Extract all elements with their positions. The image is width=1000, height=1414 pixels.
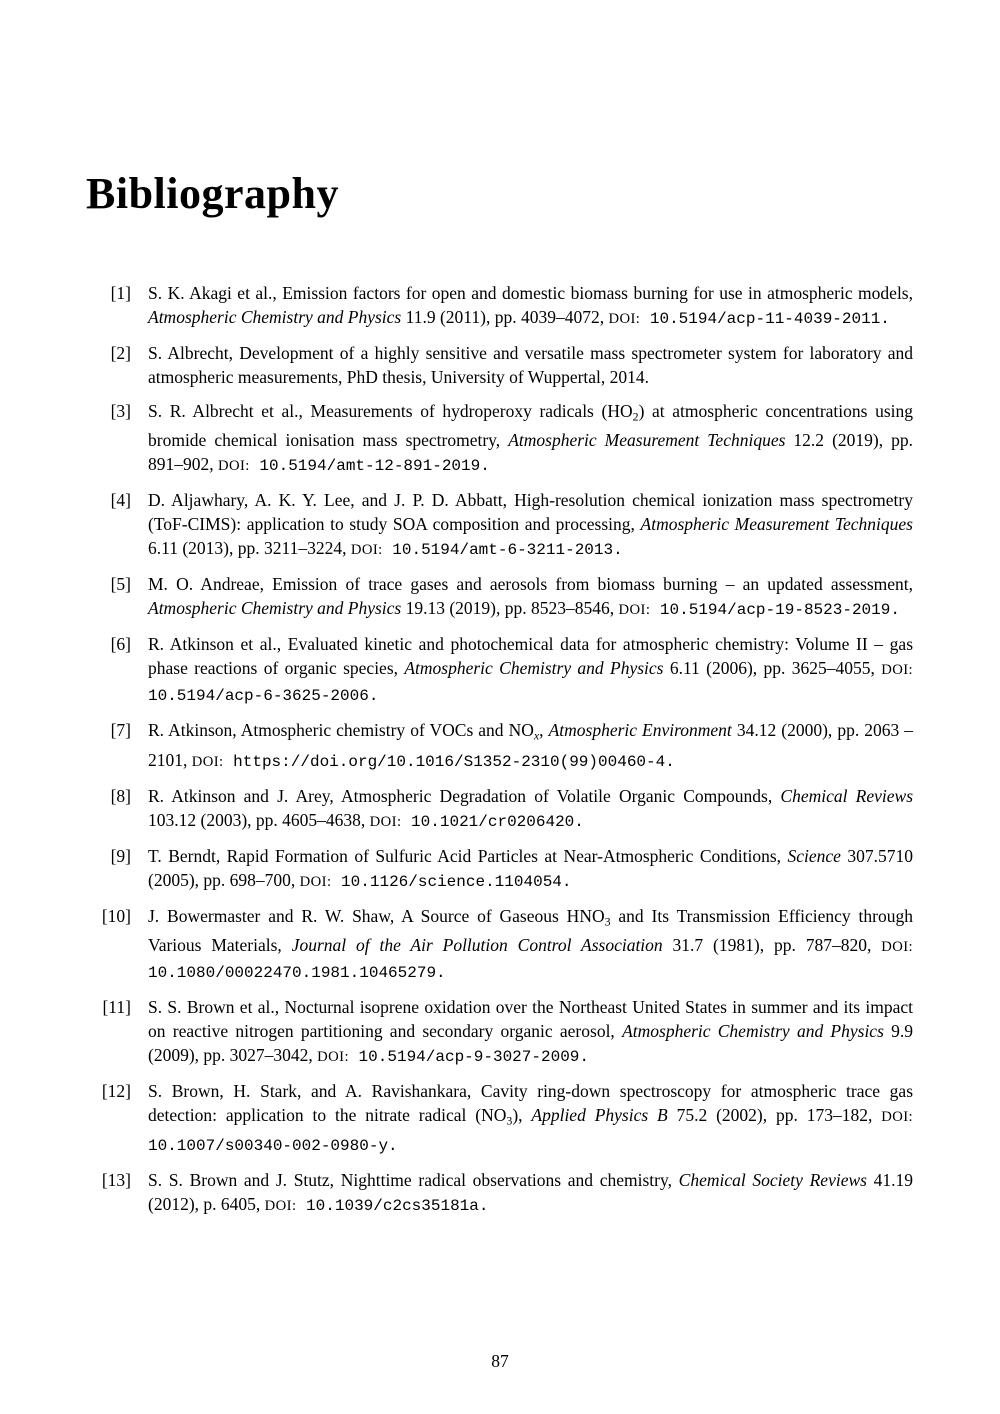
journal-title: Science — [787, 845, 841, 866]
reference-text-segment: 307.5710 (2005), pp. 698–700, — [148, 845, 914, 890]
reference-text — [148, 844, 913, 894]
reference-text — [148, 995, 913, 1069]
doi-label: DOI: — [608, 311, 641, 327]
reference-label: [13] — [101, 1170, 131, 1191]
reference-label: [6] — [110, 634, 131, 655]
journal-title: Atmospheric Environment — [548, 720, 732, 741]
reference-text-segment: J. Bowermaster and R. W. Shaw, A Source of Gaseous HNO — [148, 905, 605, 926]
reference-text-segment: D. Aljawhary, A. K. Y. Lee, and J. P. D. Abbatt, High-resolution chemical ionization mass spectrometry (ToF-CIMS): application to study SOA composition and processing, — [148, 490, 913, 535]
doi-label: DOI: — [317, 1048, 349, 1065]
reference-text — [148, 399, 913, 478]
reference-text-segment: 11.9 (2011), pp. 4039–4072, — [401, 307, 609, 327]
doi-value: 10.1007/s00340-002-0980-y. — [148, 1137, 398, 1156]
reference-label: [8] — [110, 785, 131, 806]
reference-text-segment: M. O. Andreae, Emission of trace gases and aerosols from biomass burning – an updated assessment, — [148, 574, 913, 595]
reference-text-segment: 41.19 (2012), p. 6405, — [148, 1170, 914, 1215]
doi-label: DOI: — [218, 458, 250, 475]
reference-text-segment: R. Atkinson, Atmospheric chemistry of VOCs and NO — [148, 720, 534, 741]
doi-label: DOI: — [369, 813, 402, 830]
journal-title: Atmospheric Measurement Techniques — [508, 430, 786, 451]
reference-text-segment: S. R. Albrecht et al., Measurements of hydroperoxy radicals (HO — [148, 401, 633, 421]
reference-text-segment: R. Atkinson et al., Evaluated kinetic and photochemical data for atmospheric chemistry: Volume II – gas phase reactions of organic species, — [148, 634, 913, 679]
reference-item — [86, 1168, 913, 1218]
reference-label: [7] — [110, 720, 131, 741]
reference-item — [86, 844, 913, 894]
reference-item — [86, 995, 913, 1069]
reference-label: [9] — [110, 845, 131, 866]
reference-label: [2] — [110, 343, 131, 363]
reference-text-segment: 31.7 (1981), pp. 787–820, — [662, 934, 882, 955]
reference-text — [148, 1079, 913, 1158]
reference-text-segment: 19.13 (2019), pp. 8523–8546, — [401, 598, 619, 619]
doi-label: DOI: — [191, 753, 224, 770]
chemical-subscript: 3 — [506, 1113, 513, 1128]
reference-text-segment: S. S. Brown et al., Nocturnal isoprene oxidation over the Northeast United States in summer and its impact on reactive nitrogen partitioning and secondary organic aerosol, — [148, 996, 913, 1041]
journal-title: Chemical Society Reviews — [678, 1170, 867, 1191]
reference-text — [148, 572, 913, 622]
reference-text — [148, 904, 913, 985]
doi-label: DOI: — [299, 873, 332, 890]
reference-text — [148, 488, 913, 562]
reference-text-segment: 103.12 (2003), pp. 4605–4638, — [148, 809, 370, 830]
journal-title: Atmospheric Chemistry and Physics — [148, 307, 402, 327]
reference-text-segment: 34.12 (2000), pp. 2063 –2101, — [148, 720, 914, 770]
doi-value: 10.5194/amt-6-3211-2013. — [382, 541, 623, 560]
doi-value: https://doi.org/10.1016/S1352-2310(99)00460-4. — [223, 752, 675, 771]
reference-text-segment: ), — [512, 1104, 532, 1125]
doi-value: 10.1126/science.1104054. — [331, 872, 572, 891]
journal-title: Atmospheric Chemistry and Physics — [622, 1020, 884, 1041]
journal-title: Chemical Reviews — [780, 785, 914, 806]
page-number: 87 — [491, 1351, 509, 1371]
reference-text-segment: S. Brown, H. Stark, and A. Ravishankara, Cavity ring-down spectroscopy for atmospheric trace gas detection: application to the nitrate radical (NO — [148, 1080, 913, 1125]
chemical-subscript: x — [533, 728, 540, 743]
reference-text-segment: ) at atmospheric concentrations using bromide chemical ionisation mass spectrometry, — [148, 401, 914, 451]
reference-text-segment: 12.2 (2019), pp. 891–902, — [148, 430, 913, 475]
reference-item — [86, 718, 913, 773]
reference-item — [86, 488, 913, 562]
reference-item — [86, 572, 913, 622]
reference-text-segment: R. Atkinson and J. Arey, Atmospheric Degradation of Volatile Organic Compounds, — [148, 785, 781, 806]
reference-text-segment: 9.9 (2009), pp. 3027–3042, — [148, 1020, 914, 1065]
reference-label: [5] — [110, 574, 131, 595]
reference-text — [148, 281, 913, 331]
page-title: Bibliography — [86, 169, 339, 218]
reference-text — [148, 718, 913, 773]
reference-label: [3] — [110, 401, 131, 421]
doi-label: DOI: — [264, 1198, 297, 1215]
doi-value: 10.5194/acp-9-3027-2009. — [348, 1047, 589, 1066]
reference-label: [12] — [101, 1080, 131, 1101]
reference-text-segment: 6.11 (2006), pp. 3625–4055, — [663, 658, 882, 679]
reference-item — [86, 1079, 913, 1158]
reference-text-segment: and Its Transmission Efficiency through Various Materials, — [148, 905, 913, 955]
doi-label: DOI: — [350, 542, 383, 559]
reference-item — [86, 904, 913, 985]
reference-label: [4] — [110, 490, 131, 511]
doi-value: 10.5194/acp-6-3625-2006. — [148, 687, 379, 706]
chemical-subscript: 3 — [604, 913, 611, 928]
doi-label: DOI: — [881, 938, 913, 955]
doi-value: 10.1080/00022470.1981.10465279. — [148, 963, 446, 982]
reference-text-segment: S. S. Brown and J. Stutz, Nighttime radical observations and chemistry, — [148, 1170, 679, 1191]
doi-value: 10.5194/amt-12-891-2019. — [249, 457, 490, 476]
doi-value: 10.1039/c2cs35181a. — [296, 1197, 489, 1216]
reference-item — [86, 632, 913, 708]
reference-list — [86, 281, 913, 1228]
reference-label: [10] — [101, 905, 131, 926]
journal-title: Atmospheric Chemistry and Physics — [404, 658, 664, 679]
journal-title: Atmospheric Measurement Techniques — [640, 514, 913, 535]
reference-text-segment: 75.2 (2002), pp. 173–182, — [667, 1104, 882, 1125]
doi-label: DOI: — [618, 602, 651, 619]
doi-label: DOI: — [881, 662, 913, 679]
reference-text — [148, 1168, 913, 1218]
reference-text-segment: , — [539, 720, 549, 741]
reference-text — [148, 341, 913, 389]
doi-value: 10.5194/acp-11-4039-2011. — [640, 310, 890, 328]
doi-value: 10.1021/cr0206420. — [401, 812, 584, 831]
doi-label: DOI: — [881, 1108, 914, 1125]
doi-value: 10.5194/acp-19-8523-2019. — [650, 601, 900, 620]
journal-title: Applied Physics B — [531, 1104, 668, 1125]
reference-item — [86, 399, 913, 478]
journal-title: Atmospheric Chemistry and Physics — [148, 598, 402, 619]
reference-text-segment: S. K. Akagi et al., Emission factors for open and domestic biomass burning for use in atmospheric models, — [148, 283, 913, 303]
journal-title: Journal of the Air Pollution Control Association — [291, 934, 663, 955]
reference-item — [86, 784, 913, 834]
reference-text-segment: 6.11 (2013), pp. 3211–3224, — [148, 538, 351, 559]
reference-label: [11] — [102, 996, 131, 1017]
reference-text-segment: S. Albrecht, Development of a highly sensitive and versatile mass spectrometer system for laboratory and atmospheric measurements, PhD thesis, University of Wuppertal, 2014. — [148, 343, 913, 387]
reference-text — [148, 784, 913, 834]
reference-text — [148, 632, 913, 708]
reference-label: [1] — [110, 283, 131, 303]
chemical-subscript: 2 — [632, 409, 639, 424]
reference-item — [86, 281, 913, 331]
reference-item — [86, 341, 913, 389]
reference-text-segment: T. Berndt, Rapid Formation of Sulfuric Acid Particles at Near-Atmospheric Conditions, — [148, 845, 788, 866]
